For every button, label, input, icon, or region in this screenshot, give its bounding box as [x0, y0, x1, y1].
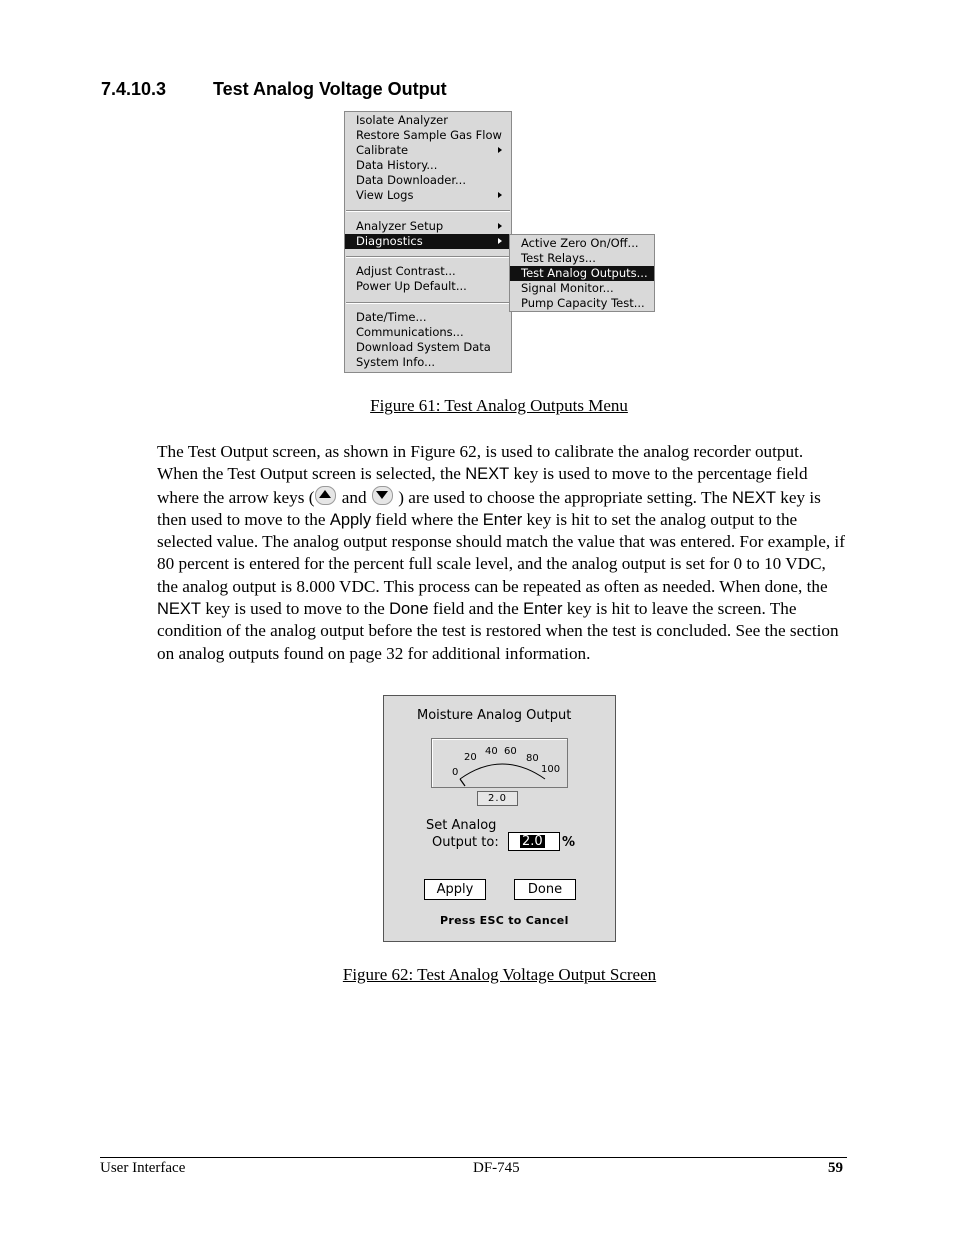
text: key is then used to move to the — [157, 487, 821, 529]
esc-cancel-hint: Press ESC to Cancel — [440, 914, 569, 927]
menu-separator — [346, 210, 510, 212]
menu-item-date-time[interactable] — [345, 310, 511, 325]
screen-title: Moisture Analog Output — [417, 708, 572, 723]
tick-label: 60 — [504, 746, 517, 757]
tick-label: 0 — [452, 767, 459, 778]
text: field where the — [371, 509, 483, 529]
footer-rule — [100, 1157, 847, 1158]
menu-item-data-history[interactable] — [345, 158, 511, 173]
menu-item-label: Communications... — [356, 325, 464, 339]
menu-item-download-system-data[interactable] — [345, 340, 511, 355]
main-menu — [344, 111, 512, 373]
tick-label: 80 — [526, 753, 539, 764]
menu-item-analyzer-setup[interactable] — [345, 219, 511, 234]
key-name-next: NEXT — [157, 600, 202, 619]
tick-label: 20 — [464, 752, 477, 763]
menu-item-power-up-default[interactable] — [345, 279, 511, 294]
submenu-item-signal-monitor[interactable] — [510, 281, 654, 296]
tick-label: 100 — [541, 764, 561, 775]
analog-meter — [431, 738, 568, 788]
menu-item-diagnostics[interactable] — [345, 234, 511, 249]
up-arrow-key-icon — [315, 486, 336, 505]
menu-item-label: Data Downloader... — [356, 173, 466, 187]
body-paragraph — [157, 441, 847, 665]
footer-doc-id: DF-745 — [473, 1160, 520, 1176]
output-percent-value: 2.0 — [522, 834, 543, 849]
section-title: Test Analog Voltage Output — [213, 79, 447, 99]
text: and — [337, 487, 371, 507]
menu-item-label: Adjust Contrast... — [356, 264, 456, 278]
menu-item-label: Test Relays... — [521, 251, 596, 265]
submenu-arrow-icon — [498, 147, 502, 153]
key-name-apply: Apply — [329, 510, 372, 529]
menu-item-label: Active Zero On/Off... — [521, 236, 639, 250]
menu-item-label: View Logs — [356, 188, 414, 202]
menu-item-label: Isolate Analyzer — [356, 113, 448, 127]
apply-button[interactable]: Apply — [424, 879, 486, 900]
menu-item-label: Power Up Default... — [356, 279, 467, 293]
key-name-done: Done — [389, 600, 429, 619]
menu-item-data-downloader[interactable] — [345, 173, 511, 188]
menu-item-label: System Info... — [356, 355, 436, 369]
tick-label: 40 — [485, 746, 498, 757]
figure-62-caption: Figure 62: Test Analog Voltage Output Screen — [342, 965, 657, 984]
text: key is hit to set the analog output to the selected value. The analog output response should match the value that was entered. For example, if 80 percent is entered for the percent full scale level, and the analog output is set for 0 to 10 VDC, the analog output is 8.000 VDC. This process can be repeated as often as needed. When done, the — [157, 509, 845, 596]
submenu-item-test-relays[interactable] — [510, 251, 654, 266]
section-number: 7.4.10.3 — [101, 79, 167, 99]
submenu-arrow-icon — [498, 238, 502, 244]
section-heading — [101, 79, 447, 100]
submenu-item-pump-capacity-test[interactable] — [510, 296, 654, 311]
figure-61-caption: Figure 61: Test Analog Outputs Menu — [370, 396, 628, 415]
menu-item-view-logs[interactable] — [345, 188, 511, 203]
analog-output-screen — [383, 695, 616, 942]
menu-item-label: Data History... — [356, 158, 438, 172]
menu-item-isolate-analyzer[interactable] — [345, 113, 511, 128]
menu-item-label: Diagnostics — [356, 234, 423, 248]
text: The Test Output screen, as shown in Figure 62, is used to calibrate the analog recorder output. When the Test Output screen is selected, the — [157, 442, 804, 484]
submenu-item-active-zero[interactable] — [510, 236, 654, 251]
menu-item-label: Test Analog Outputs... — [521, 266, 648, 280]
footer-section: User Interface — [100, 1160, 186, 1176]
submenu-arrow-icon — [498, 223, 502, 229]
submenu-arrow-icon — [498, 192, 502, 198]
key-name-next: NEXT — [465, 465, 510, 484]
text: key is used to move to the percentage field where the arrow keys ( — [157, 464, 808, 507]
page-number: 59 — [828, 1160, 843, 1176]
menu-item-label: Calibrate — [356, 143, 409, 157]
done-button[interactable]: Done — [514, 879, 576, 900]
text: ) are used to choose the appropriate setting. The — [393, 487, 732, 507]
menu-item-system-info[interactable] — [345, 355, 511, 370]
output-to-label: Output to: — [432, 835, 499, 850]
menu-item-label: Download System Data — [356, 340, 491, 354]
menu-separator — [346, 302, 510, 304]
text: key is used to move to the — [201, 599, 390, 619]
key-name-next: NEXT — [731, 488, 776, 507]
diagnostics-submenu — [509, 234, 655, 312]
key-name-enter: Enter — [482, 510, 523, 529]
text: key is hit to leave the screen. The condition of the analog output before the test is restored when the test is concluded. See the section on analog outputs found on page 32 for additional information. — [157, 599, 839, 663]
menu-item-adjust-contrast[interactable] — [345, 264, 511, 279]
meter-readout: 2.0 — [477, 791, 518, 806]
menu-item-restore-sample-gas-flow[interactable] — [345, 128, 511, 143]
text: field and the — [428, 599, 524, 619]
menu-item-label: Signal Monitor... — [521, 281, 614, 295]
menu-separator — [346, 256, 510, 258]
down-arrow-key-icon — [372, 486, 393, 505]
menu-item-label: Restore Sample Gas Flow — [356, 128, 502, 142]
meter-scale-icon — [432, 739, 567, 787]
submenu-item-test-analog-outputs[interactable] — [510, 266, 654, 281]
menu-item-label: Date/Time... — [356, 310, 427, 324]
output-percent-input[interactable] — [508, 832, 560, 851]
menu-item-label: Pump Capacity Test... — [521, 296, 645, 310]
menu-item-calibrate[interactable] — [345, 143, 511, 158]
menu-item-communications[interactable] — [345, 325, 511, 340]
menu-item-label: Analyzer Setup — [356, 219, 444, 233]
set-analog-label: Set Analog — [426, 818, 497, 833]
key-name-enter: Enter — [523, 600, 563, 619]
percent-unit: % — [562, 835, 576, 850]
